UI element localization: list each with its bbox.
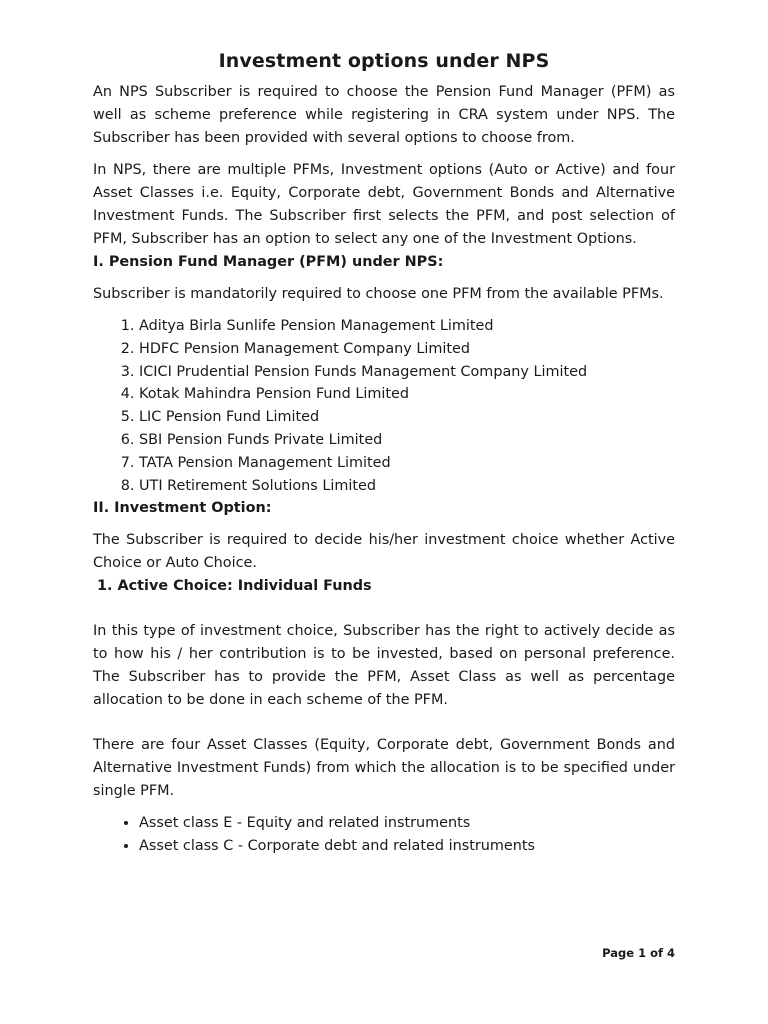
page-title: Investment options under NPS <box>218 50 550 72</box>
list-item: 6. SBI Pension Funds Private Limited <box>139 429 675 452</box>
list-item: 8. UTI Retirement Solutions Limited <box>139 475 675 498</box>
investment-option-heading: II. Investment Option: <box>93 500 272 517</box>
pfm-list <box>93 315 675 497</box>
intro-paragraph-1: An NPS Subscriber is required to choose the Pension Fund Manager (PFM) as well as scheme preference while registering in CRA system under NPS. The Subscriber has been provided with several options to choose from. <box>93 84 675 146</box>
list-item: 1. Aditya Birla Sunlife Pension Management Limited <box>139 315 675 338</box>
active-choice-paragraph-1: In this type of investment choice, Subscriber has the right to actively decide as to how his / her contribution is to be invested, based on personal preference. The Subscriber has to provide the PFM, Asset Class as well as percentage allocation to be done in each scheme of the PFM. <box>93 623 675 709</box>
pfm-section-text: Subscriber is mandatorily required to choose one PFM from the available PFMs. <box>93 286 664 302</box>
pfm-section-heading: I. Pension Fund Manager (PFM) under NPS: <box>93 254 444 270</box>
list-item: 7. TATA Pension Management Limited <box>139 452 675 475</box>
list-item: 4. Kotak Mahindra Pension Fund Limited <box>139 383 675 406</box>
list-item: • Asset class E - Equity and related instruments <box>139 812 675 835</box>
active-choice-heading: 1. Active Choice: Individual Funds <box>97 578 372 595</box>
list-item: 5. LIC Pension Fund Limited <box>139 406 675 429</box>
active-choice-paragraph-2: There are four Asset Classes (Equity, Corporate debt, Government Bonds and Alternative Investment Funds) from which the allocation is to be specified under single PFM. <box>93 737 675 800</box>
list-item: • Asset class C - Corporate debt and related instruments <box>139 835 675 858</box>
intro-paragraph-2: In NPS, there are multiple PFMs, Investment options (Auto or Active) and four Asset Classes i.e. Equity, Corporate debt, Government Bonds and Alternative Investment Funds. The Subscriber first selects the PFM, and post selection of PFM, Subscriber has an option to select any one of the Investment Options. <box>93 162 675 247</box>
asset-class-list <box>93 812 675 858</box>
list-item: 3. ICICI Prudential Pension Funds Management Company Limited <box>139 361 675 384</box>
investment-option-text: The Subscriber is required to decide his/her investment choice whether Active Choice or Auto Choice. <box>93 532 675 572</box>
list-item: 2. HDFC Pension Management Company Limited <box>139 338 675 361</box>
page-number: Page 1 of 4 <box>602 946 675 960</box>
